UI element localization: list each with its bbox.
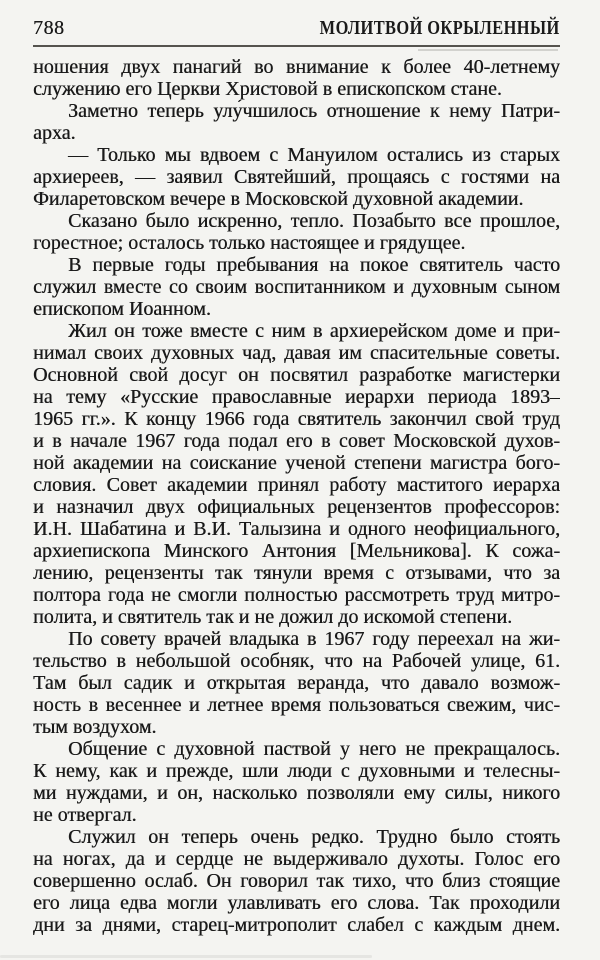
text-line: горестное; осталось только настоящее и грядущее.: [33, 232, 466, 254]
text-line: Заметно теперь улу́чшилось отношение к нему Патри-: [68, 100, 560, 122]
text-line: дни за днями, старец-митрополит слабел с каждым днем.: [33, 914, 560, 936]
text-line: Основной свой досуг он посвятил разработке магистерки: [33, 364, 560, 386]
text-line: Там был садик и открытая веранда, что давало возмож-: [33, 672, 560, 694]
text-line: В первые годы пребывания на покое святитель часто: [68, 254, 560, 276]
text-line: лению, рецензенты так тянули время с отзывами, что за: [33, 562, 560, 584]
running-title: МОЛИТВОЙ ОКРЫЛЕННЫЙ: [320, 17, 560, 39]
text-line: нимал своих духовных чад, давая им спасительные советы.: [33, 342, 560, 364]
text-line: и назначил двух официальных рецензентов профессоров:: [33, 496, 560, 518]
text-line: архиепископа Минского Антония [Мельникова]. К сожа-: [33, 540, 560, 562]
text-line: ность в весеннее и летнее время пользоваться свежим, чис-: [33, 694, 560, 716]
text-line: ми нуждами, и он, насколько позволяли ему силы, никого: [33, 782, 560, 804]
text-line: тельство в небольшой особняк, что на Рабочей улице, 61.: [33, 650, 560, 672]
text-line: К нему, как и прежде, шли люди с духовными и телесны-: [33, 760, 560, 782]
text-line: Общение с духовной паствой у него не прекращалось.: [68, 738, 560, 760]
text-line: полтора года не смогли полностью рассмотреть труд митро-: [33, 584, 560, 606]
scan-artifact-bottom: [0, 955, 372, 958]
text-line: его лица едва могли улавливать его слова. Так проходили: [33, 892, 560, 914]
text-line: арха.: [33, 122, 76, 144]
page-number: 788: [33, 17, 65, 39]
body-text: [33, 56, 560, 936]
text-line: Служил он теперь очень редко. Трудно было стоять: [68, 826, 560, 848]
text-line: Жил он тоже вместе с ним в архиерейском доме и при-: [68, 320, 560, 342]
text-line: словия. Совет академии принял работу маститого иерарха: [33, 474, 560, 496]
text-line: на ногах, да и сердце не выдерживало духоты. Голос его: [33, 848, 560, 870]
text-line: — Только мы вдвоем с Мануилом остались из старых: [68, 144, 560, 166]
text-line: По совету врачей владыка в 1967 году переехал на жи-: [68, 628, 560, 650]
text-line: и в начале 1967 года подал его в совет Московской духов-: [33, 430, 560, 452]
text-line: служил вместе со своим воспитанником и духовным сыном: [33, 276, 560, 298]
text-line: епископом Иоанном.: [33, 298, 211, 320]
text-line: совершенно ослаб. Он говорил так тихо, что близ стоящие: [33, 870, 560, 892]
text-line: Филаретовском вечере в Московской духовной академии.: [33, 188, 524, 210]
text-line: не отвергал.: [33, 804, 137, 826]
page-header: [33, 17, 560, 47]
text-line: И.Н. Шабатина и В.И. Талызина и одного неофициального,: [33, 518, 560, 540]
text-line: тым воздухом.: [33, 716, 157, 738]
text-line: архиереев, — заявил Святейший, прощаясь с гостями на: [33, 166, 560, 188]
text-line: служению его Церкви Христовой в епископском стане.: [33, 78, 502, 100]
text-line: 1965 гг.». К концу 1966 года святитель закончил свой труд: [33, 408, 560, 430]
text-line: полита, и святитель так и не дожил до искомой степени.: [33, 606, 513, 628]
text-line: на тему «Русские православные иерархи периода 1893–: [33, 386, 560, 408]
scan-artifact-rule: [418, 49, 558, 51]
text-line: ной академии на соискание ученой степени магистра бого-: [33, 452, 560, 474]
text-line: Сказано было искренно, тепло. Позабыто все прошлое,: [68, 210, 560, 232]
text-line: ношения двух панагий во внимание к более 40-летнему: [33, 56, 560, 78]
